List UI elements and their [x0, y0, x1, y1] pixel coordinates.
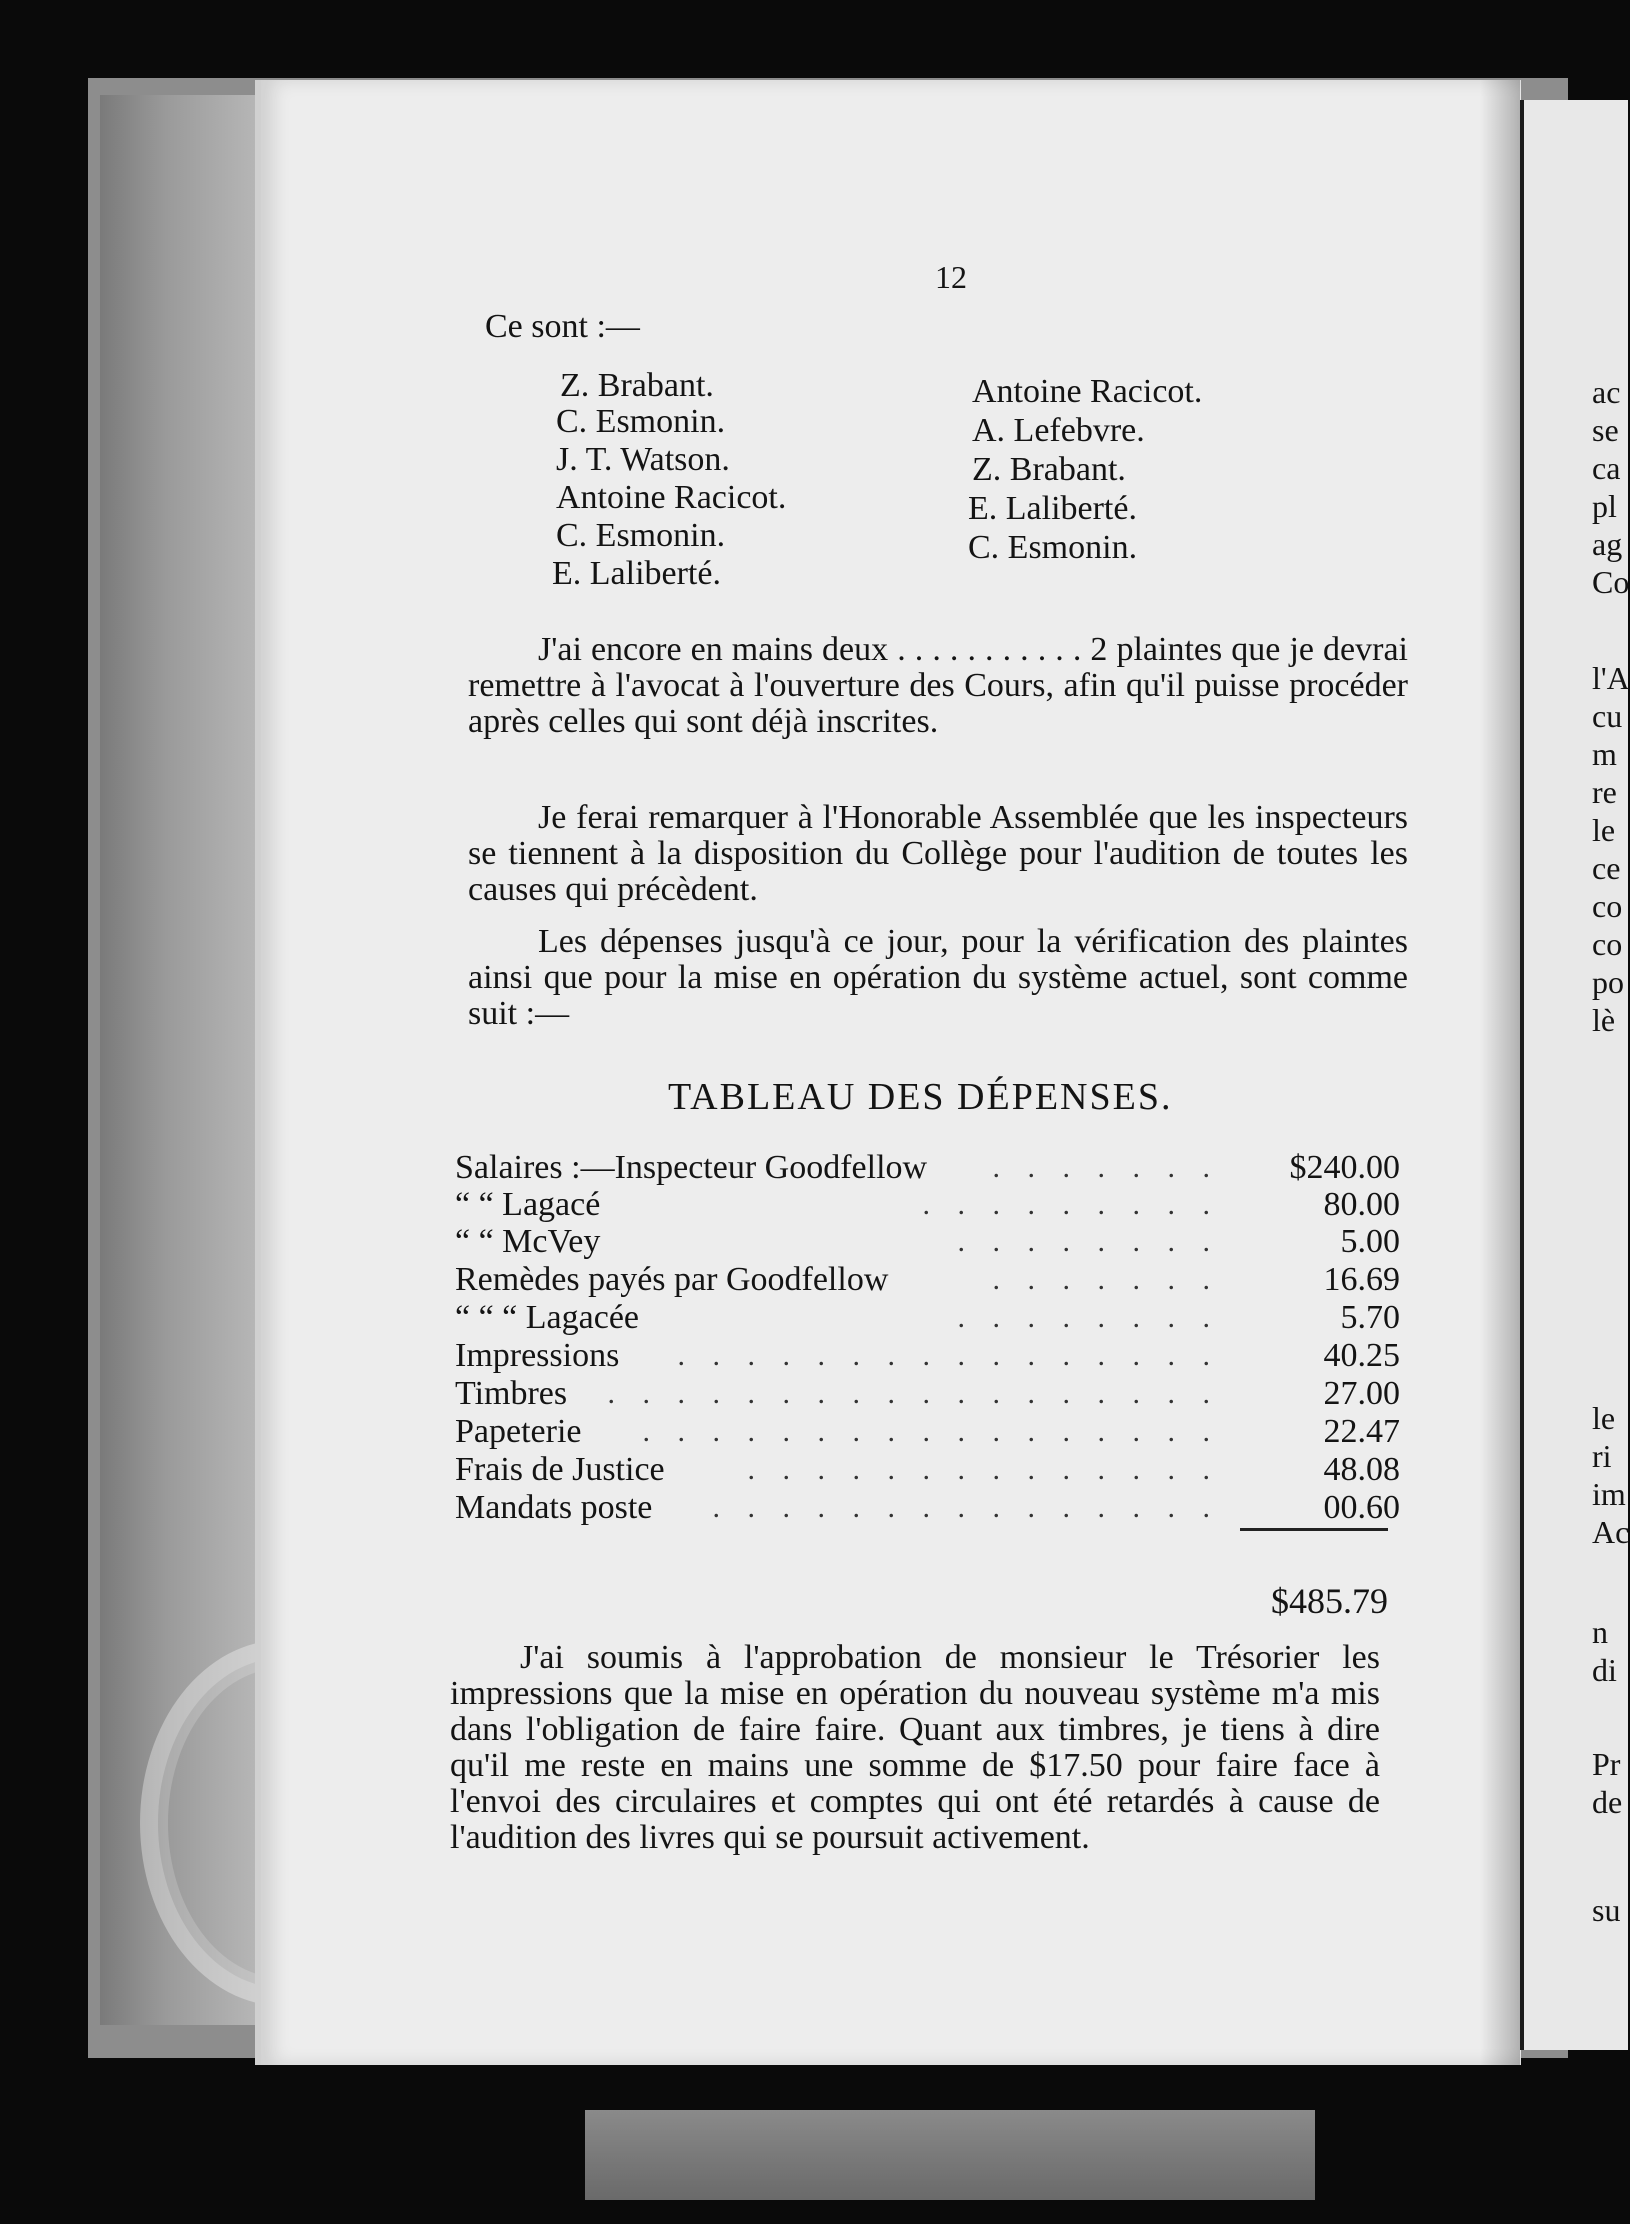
name-right-2: A. Lefebvre.: [972, 412, 1145, 449]
name-right-1: Antoine Racicot.: [972, 373, 1203, 410]
facing-page-fragment: co: [1592, 926, 1623, 962]
leader-dots: . . . . . . . . .: [922, 1188, 1220, 1221]
expense-amount: 27.00: [1323, 1375, 1400, 1412]
total-rule: [1240, 1528, 1388, 1531]
expense-amount: 5.70: [1340, 1299, 1400, 1336]
facing-page-fragment: Ac: [1592, 1514, 1630, 1550]
name-left-1: Z. Brabant.: [560, 367, 714, 404]
name-left-3: J. T. Watson.: [556, 441, 730, 478]
leader-dots: . . . . . . . .: [957, 1225, 1220, 1258]
leader-dots: . . . . . . . . . . . . . .: [747, 1453, 1220, 1486]
expense-row: [455, 1187, 1400, 1223]
closing-paragraph: [450, 1640, 1380, 1856]
paragraph-expenses-text: Les dépenses jusqu'à ce jour, pour la vérification des plaintes ainsi que pour la mise en opération du système actuel, sont comme suit :—: [468, 923, 1408, 1032]
expense-label: “ “ “ Lagacée: [455, 1299, 639, 1336]
facing-page-fragment: di: [1592, 1652, 1617, 1688]
expense-row: [455, 1338, 1400, 1374]
facing-page-fragment: co: [1592, 888, 1623, 924]
facing-page-fragment: cu: [1592, 698, 1623, 734]
facing-page-fragment: Pr: [1592, 1746, 1621, 1782]
expense-amount: 22.47: [1323, 1413, 1400, 1450]
expense-total: $485.79: [1271, 1581, 1388, 1621]
facing-page-fragment: le: [1592, 812, 1616, 848]
leader-dots: . . . . . . .: [992, 1151, 1220, 1184]
facing-page-fragment: im: [1592, 1476, 1626, 1512]
facing-page-fragment: re: [1592, 774, 1617, 810]
expense-row: [455, 1224, 1400, 1260]
expense-label: Impressions: [455, 1337, 620, 1374]
facing-page-fragment: po: [1592, 964, 1624, 1000]
expense-row: [455, 1414, 1400, 1450]
expense-row: [455, 1300, 1400, 1336]
expense-label: Papeterie: [455, 1413, 582, 1450]
facing-page-fragment: su: [1592, 1892, 1621, 1928]
name-right-3: Z. Brabant.: [972, 451, 1126, 488]
expense-label: “ “ McVey: [455, 1223, 601, 1260]
paragraph-inspectors: [468, 800, 1408, 908]
name-left-4: Antoine Racicot.: [556, 479, 787, 516]
table-title: TABLEAU DES DÉPENSES.: [668, 1076, 1173, 1118]
facing-page-fragment: ca: [1592, 450, 1621, 486]
expense-amount: 80.00: [1323, 1186, 1400, 1223]
paragraph-expenses: [468, 924, 1408, 1032]
paragraph-complaints-text: J'ai encore en mains deux . . . . . . . . . . . 2 plaintes que je devrai remettre à l'avocat à l'ouverture des Cours, afin qu'il puisse procéder après celles qui sont déjà inscrites.: [468, 631, 1408, 740]
name-right-5: C. Esmonin.: [968, 529, 1138, 566]
facing-page-fragment: ri: [1592, 1438, 1612, 1474]
expense-label: “ “ Lagacé: [455, 1186, 601, 1223]
facing-page-fragment: m: [1592, 736, 1617, 772]
page-number: 12: [935, 259, 967, 295]
expense-label: Mandats poste: [455, 1489, 653, 1526]
intro-line: Ce sont :—: [485, 308, 640, 345]
facing-page-fragment: le: [1592, 1400, 1616, 1436]
closing-paragraph-text: J'ai soumis à l'approbation de monsieur le Trésorier les impressions que la mise en opération du nouveau système m'a mis dans l'obligation de faire faire. Quant aux timbres, je tiens à dire qu'il me reste en mains une somme de $17.50 pour faire face à l'envoi des circulaires et comptes qui ont été retardés à cause de l'audition des livres qui se poursuit activement.: [450, 1639, 1380, 1856]
facing-page-fragment: ce: [1592, 850, 1621, 886]
expense-amount: 48.08: [1323, 1451, 1400, 1488]
expense-row: [455, 1150, 1400, 1186]
expense-label: Salaires :—Inspecteur Goodfellow: [455, 1149, 928, 1186]
leader-dots: . . . . . . . . . . . . . . . . .: [642, 1415, 1220, 1448]
expense-row: [455, 1452, 1400, 1488]
expense-amount: 5.00: [1340, 1223, 1400, 1260]
facing-page-fragment: l'A: [1592, 660, 1630, 696]
paragraph-complaints: [468, 632, 1408, 740]
leader-dots: . . . . . . .: [992, 1263, 1220, 1296]
scanner-base: [585, 2110, 1315, 2200]
facing-page-fragment: ac: [1592, 374, 1621, 410]
expense-label: Frais de Justice: [455, 1451, 665, 1488]
facing-page-fragment: ag: [1592, 526, 1623, 562]
leader-dots: . . . . . . . .: [957, 1301, 1220, 1334]
leader-dots: . . . . . . . . . . . . . . .: [712, 1491, 1220, 1524]
expense-row: [455, 1262, 1400, 1298]
expense-row: [455, 1490, 1400, 1526]
name-left-6: E. Laliberté.: [552, 555, 721, 592]
expense-row: [455, 1376, 1400, 1412]
expense-amount: 00.60: [1323, 1489, 1400, 1526]
leader-dots: . . . . . . . . . . . . . . . . . .: [607, 1377, 1220, 1410]
facing-page-fragment: Co: [1592, 564, 1630, 600]
facing-page-fragment: n: [1592, 1614, 1608, 1650]
expense-amount: $240.00: [1289, 1149, 1400, 1186]
page-gutter-shadow: [1480, 80, 1520, 2070]
paragraph-inspectors-text: Je ferai remarquer à l'Honorable Assemblée que les inspecteurs se tiennent à la disposition du Collège pour l'audition de toutes les causes qui précèdent.: [468, 799, 1408, 908]
facing-page-fragment: pl: [1592, 488, 1617, 524]
expense-label: Remèdes payés par Goodfellow: [455, 1261, 889, 1298]
expense-amount: 16.69: [1323, 1261, 1400, 1298]
expense-amount: 40.25: [1323, 1337, 1400, 1374]
name-right-4: E. Laliberté.: [968, 490, 1137, 527]
facing-page-fragment: se: [1592, 412, 1619, 448]
facing-page-fragment: lè: [1592, 1002, 1616, 1038]
name-left-2: C. Esmonin.: [556, 403, 726, 440]
expense-label: Timbres: [455, 1375, 568, 1412]
leader-dots: . . . . . . . . . . . . . . . .: [677, 1339, 1220, 1372]
name-left-5: C. Esmonin.: [556, 517, 726, 554]
facing-page-fragment: de: [1592, 1784, 1623, 1820]
